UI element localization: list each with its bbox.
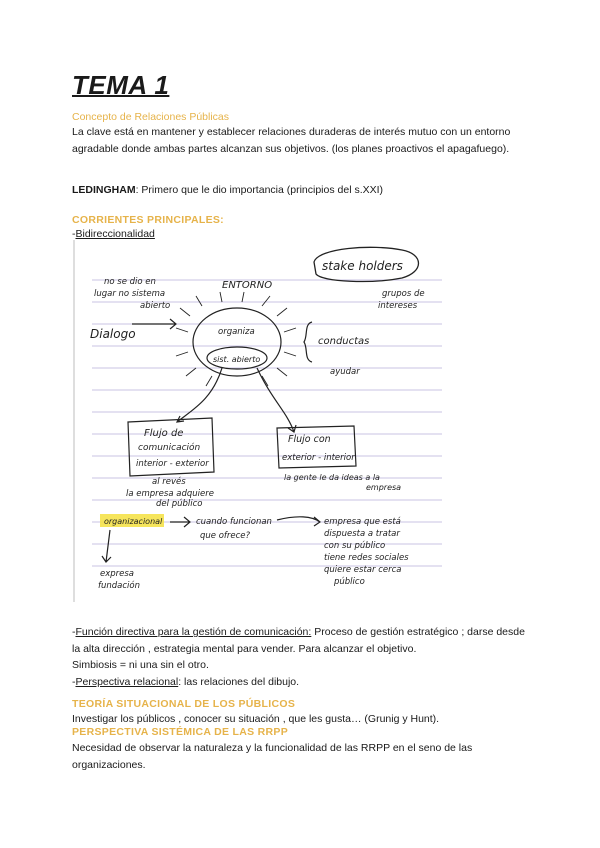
hw-ayudar: ayudar — [330, 367, 360, 377]
hw-empresa5: quiere estar cerca — [324, 565, 402, 575]
bidireccionalidad-label: Bidireccionalidad — [75, 228, 155, 240]
hw-intereses: intereses — [378, 301, 418, 311]
teoria-text: Investigar los públicos , conocer su situación , que les gusta… (Grunig y Hunt). — [72, 713, 440, 725]
perspectiva-relacional-text: : las relaciones del dibujo. — [178, 675, 300, 688]
hw-flujo2-4: empresa — [366, 483, 402, 492]
funcion-directiva-paragraph — [72, 624, 532, 690]
hw-expresa1: expresa — [100, 569, 135, 579]
hw-flujo2-2: exterior - interior — [282, 453, 355, 463]
hw-sist-abierto: sist. abierto — [213, 355, 261, 364]
hw-empresa6: público — [334, 577, 365, 587]
funcion-prefix: - — [72, 626, 76, 638]
hw-cuando: cuando funcionan — [196, 517, 272, 527]
perspectiva-relacional-label: Perspectiva relacional — [75, 675, 179, 688]
hw-no-fe: no se dio en — [104, 277, 156, 287]
hw-flujo2-3: la gente le da ideas a la — [284, 473, 380, 482]
hw-flujo1-1: Flujo de — [144, 428, 184, 439]
hw-organizacional: organizacional — [104, 517, 163, 526]
hw-empresa1: empresa que está — [324, 517, 401, 527]
page-title: TEMA 1 — [72, 70, 170, 100]
hw-entorno: ENTORNO — [222, 280, 273, 291]
hw-flujo1-6: del público — [156, 499, 203, 509]
hw-que-ofrece: que ofrece? — [200, 531, 251, 541]
hw-empresa2: dispuesta a tratar — [324, 529, 400, 539]
ledingham-name: LEDINGHAM — [72, 184, 136, 196]
teoria-heading: TEORÍA SITUACIONAL DE LOS PÚBLICOS — [72, 698, 296, 710]
perspectiva-prefix: - — [72, 675, 76, 688]
hw-empresa4: tiene redes sociales — [324, 553, 409, 563]
hw-dialogo: Dialogo — [90, 327, 136, 341]
hw-organiza: organiza — [218, 327, 255, 337]
ledingham-text: : Primero que le dio importancia (principios del s.XXI) — [135, 184, 384, 196]
hw-flujo2-1: Flujo con — [288, 434, 331, 445]
hw-no-fe2: lugar no sistema — [94, 289, 166, 299]
hw-stakeholders: stake holders — [322, 259, 403, 273]
intro-paragraph: La clave está en mantener y establecer relaciones duraderas de interés mutuo con un entorno agradable donde ambas partes alcanzan sus objetivos. (los planes proactivos el apagafuego). — [72, 126, 511, 155]
hw-flujo1-4: al revés — [152, 477, 186, 487]
hw-flujo1-5: la empresa adquiere — [126, 489, 214, 499]
hw-conductas: conductas — [318, 336, 370, 347]
funcion-directiva-label: Función directiva para la gestión de comunicación: — [75, 626, 312, 638]
hw-grupos: grupos de — [382, 289, 425, 299]
corrientes-heading: CORRIENTES PRINCIPALES: — [72, 214, 224, 226]
hw-empresa3: con su público — [324, 541, 386, 551]
hw-expresa2: fundación — [98, 581, 140, 591]
simbiosis-text: Simbiosis = ni una sin el otro. — [72, 659, 209, 671]
handwritten-diagram — [72, 240, 447, 602]
hw-flujo1-3: interior - exterior — [136, 459, 209, 469]
hw-no-fe3: abierto — [140, 301, 171, 311]
sistemica-heading: PERSPECTIVA SISTÉMICA DE LAS RRPP — [72, 726, 289, 738]
funcion-directiva-text: Proceso de gestión estratégico ; darse desde la alta dirección , estrategia mental para vender. Para alcanzar el objetivo. — [72, 626, 525, 655]
ledingham-line — [72, 182, 532, 199]
bidir-prefix: - — [72, 228, 76, 240]
hw-flujo1-2: comunicación — [138, 443, 201, 453]
subtitle: Concepto de Relaciones Públicas — [72, 111, 230, 123]
sistemica-text: Necesidad de observar la naturaleza y la funcionalidad de las RRPP en el seno de las organizaciones. — [72, 742, 473, 771]
